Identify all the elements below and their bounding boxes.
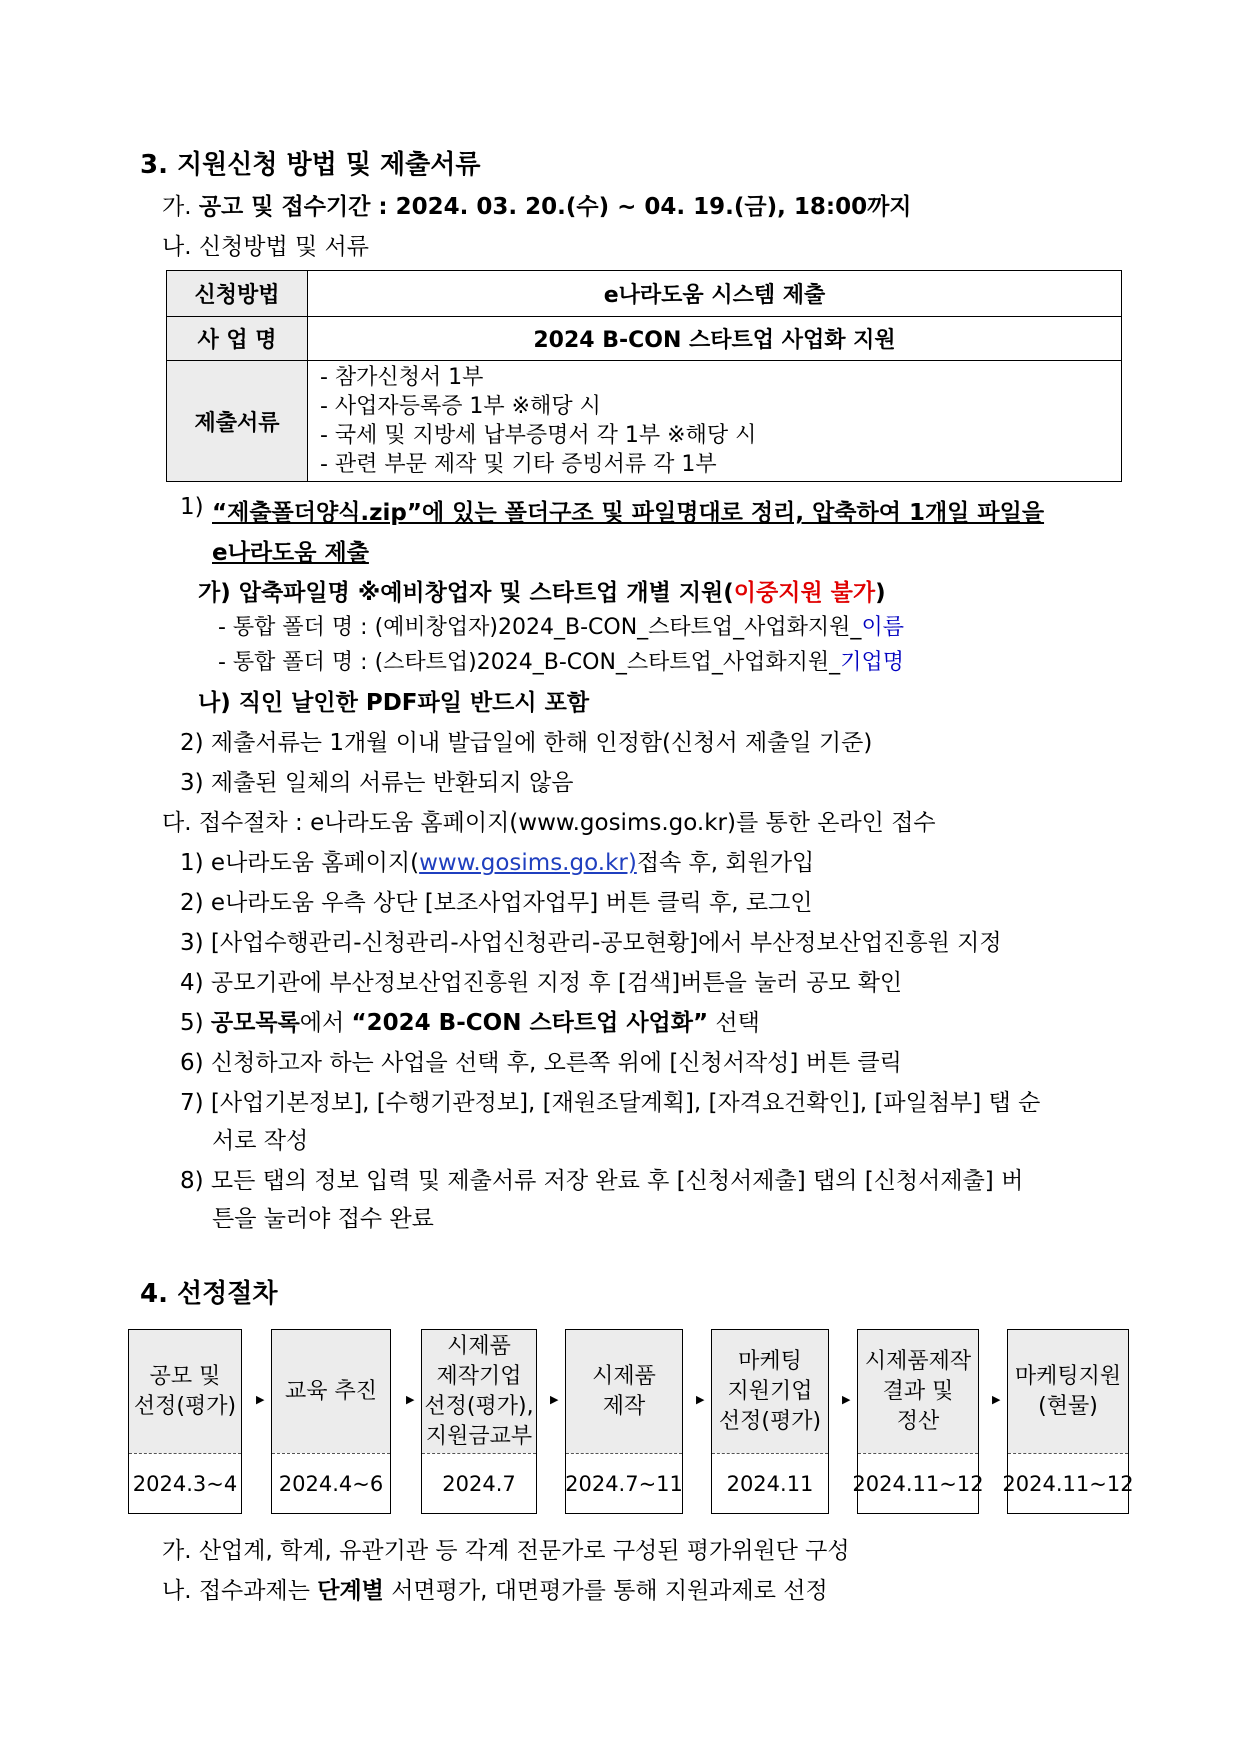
step-label: 시제품제작 결과 및 정산 bbox=[858, 1330, 978, 1453]
pdf-note: 나) 직인 날인한 PDF파일 반드시 포함 bbox=[198, 690, 590, 716]
section-3-title: 3. 지원신청 방법 및 제출서류 bbox=[140, 150, 481, 180]
step-7-line-2: 서로 작성 bbox=[212, 1128, 309, 1154]
step-date: 2024.4~6 bbox=[278, 1471, 384, 1496]
zip-name-line bbox=[198, 574, 886, 607]
step-2: 2) e나라도움 우측 상단 [보조사업자업무] 버튼 클릭 후, 로그인 bbox=[180, 890, 813, 916]
procedure-heading: 다. 접수절차 : e나라도움 홈페이지(www.gosims.go.kr)를 통한 온라인 접수 bbox=[162, 810, 936, 836]
folder-pre-name: 이름 bbox=[861, 615, 904, 640]
process-step-box bbox=[128, 1329, 242, 1514]
gosims-link[interactable]: www.gosims.go.kr) bbox=[419, 850, 637, 876]
step-label: 마케팅지원 (현물) bbox=[1008, 1330, 1128, 1453]
docs-list-cell bbox=[308, 361, 1122, 482]
step-label: 교육 추진 bbox=[272, 1330, 390, 1453]
step-1-prefix: 1) e나라도움 홈페이지( bbox=[180, 850, 420, 876]
note-1-line-1: “제출폴더양식.zip”에 있는 폴더구조 및 파일명대로 정리, 압축하여 1개일 파일을 bbox=[212, 500, 1045, 526]
step-5-bold-2: “2024 B-CON 스타트업 사업화” bbox=[351, 1010, 709, 1036]
arrow-right-icon: ▶ bbox=[550, 1393, 559, 1406]
application-table bbox=[166, 270, 1122, 482]
arrow-right-icon: ▶ bbox=[406, 1393, 415, 1406]
step-label: 시제품 제작 bbox=[566, 1330, 682, 1453]
process-step-box bbox=[711, 1329, 829, 1514]
evaluation-line bbox=[162, 1572, 828, 1605]
evaluation-suffix: 서면평가, 대면평가를 통해 지원과제로 선정 bbox=[383, 1578, 828, 1604]
step-5-mid: 에서 bbox=[299, 1010, 352, 1036]
arrow-right-icon: ▶ bbox=[992, 1393, 1001, 1406]
period-text: 공고 및 접수기간 : 2024. 03. 20.(수) ~ 04. 19.(금), 18:00까지 bbox=[198, 194, 912, 220]
method-heading: 나. 신청방법 및 서류 bbox=[162, 234, 369, 260]
step-date: 2024.7~11 bbox=[565, 1471, 683, 1496]
folder-name-pre bbox=[218, 610, 904, 641]
arrow-right-icon: ▶ bbox=[256, 1393, 265, 1406]
doc-item: - 국세 및 지방세 납부증명서 각 1부 ※해당 시 bbox=[320, 423, 757, 448]
period-line bbox=[162, 188, 912, 221]
step-date: 2024.7 bbox=[442, 1471, 516, 1496]
project-head-cell: 사 업 명 bbox=[167, 317, 308, 361]
folder-startup-name: 기업명 bbox=[840, 650, 904, 675]
step-1 bbox=[180, 844, 814, 877]
note-2: 2) 제출서류는 1개월 이내 발급일에 한해 인정함(신청서 제출일 기준) bbox=[180, 730, 873, 756]
folder-name-startup bbox=[218, 645, 904, 676]
step-date: 2024.11~12 bbox=[852, 1471, 984, 1496]
doc-item: - 관련 부문 제작 및 기타 증빙서류 각 1부 bbox=[320, 452, 717, 477]
arrow-right-icon: ▶ bbox=[696, 1393, 705, 1406]
step-7-line-1: 7) [사업기본정보], [수행기관정보], [재원조달계획], [자격요건확인], [파일첨부] 탭 순 bbox=[180, 1090, 1041, 1116]
step-label: 시제품 제작기업 선정(평가), 지원금교부 bbox=[422, 1330, 536, 1453]
step-6: 6) 신청하고자 하는 사업을 선택 후, 오른쪽 위에 [신청서작성] 버튼 클릭 bbox=[180, 1050, 902, 1076]
process-step-box bbox=[271, 1329, 391, 1514]
step-8-line-2: 튼을 눌러야 접수 완료 bbox=[212, 1206, 434, 1232]
step-8-line-1: 8) 모든 탭의 정보 입력 및 제출서류 저장 완료 후 [신청서제출] 탭의 [신청서제출] 버 bbox=[180, 1168, 1024, 1194]
note-3: 3) 제출된 일체의 서류는 반환되지 않음 bbox=[180, 770, 574, 796]
section-4-title: 4. 선정절차 bbox=[140, 1279, 278, 1309]
evaluation-bold: 단계별 bbox=[317, 1578, 384, 1604]
step-label: 공모 및 선정(평가) bbox=[129, 1330, 241, 1453]
committee-line: 가. 산업계, 학계, 유관기관 등 각계 전문가로 구성된 평가위원단 구성 bbox=[162, 1538, 850, 1564]
folder-startup-prefix: - 통합 폴더 명 : (스타트업)2024_B-CON_스타트업_사업화지원_ bbox=[218, 650, 841, 675]
arrow-right-icon: ▶ bbox=[842, 1393, 851, 1406]
step-3: 3) [사업수행관리-신청관리-사업신청관리-공모현황]에서 부산정보산업진흥원 지정 bbox=[180, 930, 1002, 956]
method-head-cell: 신청방법 bbox=[167, 271, 308, 317]
doc-item: - 사업자등록증 1부 ※해당 시 bbox=[320, 394, 601, 419]
folder-pre-prefix: - 통합 폴더 명 : (예비창업자)2024_B-CON_스타트업_사업화지원_ bbox=[218, 615, 862, 640]
step-5 bbox=[180, 1004, 760, 1037]
step-5-bold-1: 공모목록 bbox=[210, 1010, 300, 1036]
process-step-box bbox=[421, 1329, 537, 1514]
no-duplicate-text: 이중지원 불가 bbox=[733, 580, 876, 606]
zip-name-prefix: 가) 압축파일명 ※예비창업자 및 스타트업 개별 지원( bbox=[198, 580, 734, 606]
step-date: 2024.11 bbox=[726, 1471, 814, 1496]
method-value-cell: e나라도움 시스템 제출 bbox=[308, 271, 1122, 317]
zip-name-suffix: ) bbox=[875, 580, 886, 606]
step-date: 2024.11~12 bbox=[1002, 1471, 1134, 1496]
step-label: 마케팅 지원기업 선정(평가) bbox=[712, 1330, 828, 1453]
period-prefix: 가. bbox=[162, 194, 199, 220]
step-5-num: 5) bbox=[180, 1010, 211, 1036]
process-step-box bbox=[1002, 1329, 1134, 1514]
process-step-box bbox=[852, 1329, 984, 1514]
note-1-number: 1) bbox=[180, 494, 204, 520]
step-1-suffix: 접속 후, 회원가입 bbox=[636, 850, 815, 876]
project-value-cell: 2024 B-CON 스타트업 사업화 지원 bbox=[308, 317, 1122, 361]
docs-head-cell: 제출서류 bbox=[167, 361, 308, 482]
step-4: 4) 공모기관에 부산정보산업진흥원 지정 후 [검색]버튼을 눌러 공모 확인 bbox=[180, 970, 903, 996]
evaluation-prefix: 나. 접수과제는 bbox=[162, 1578, 318, 1604]
step-5-suffix: 선택 bbox=[708, 1010, 760, 1036]
note-1-line-2: e나라도움 제출 bbox=[212, 540, 369, 566]
doc-item: - 참가신청서 1부 bbox=[320, 365, 484, 390]
step-date: 2024.3~4 bbox=[132, 1471, 238, 1496]
process-step-box bbox=[565, 1329, 683, 1514]
